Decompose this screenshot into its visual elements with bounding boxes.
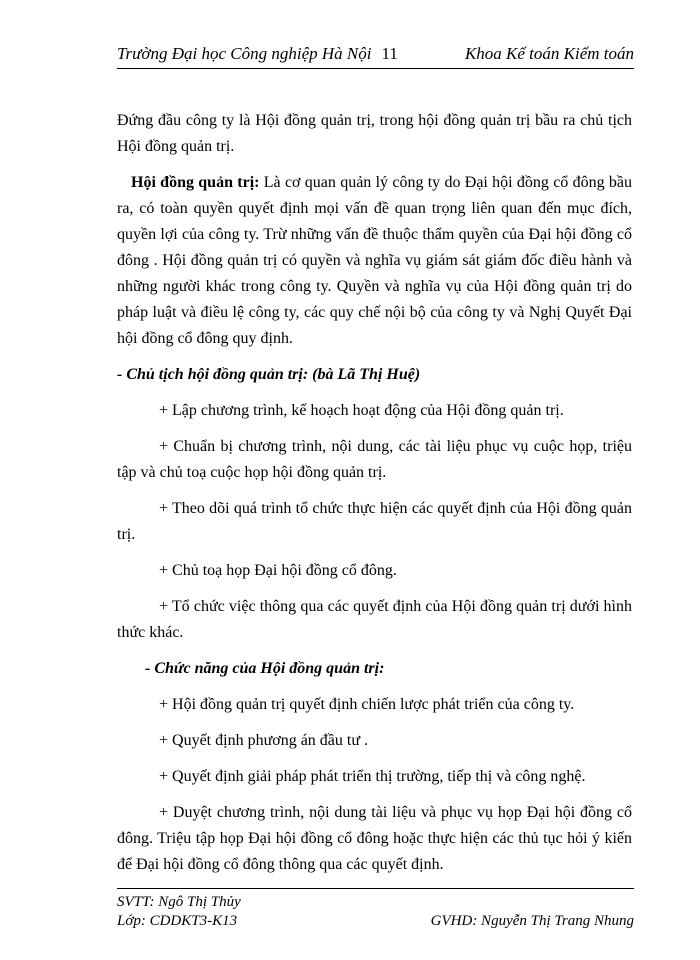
page-number: 11 — [381, 44, 398, 63]
footer-row-student — [117, 893, 634, 912]
board-text: Là cơ quan quản lý công ty do Đại hội đồng cổ đông bầu ra, có toàn quyền quyết định mọi vấn đề quan trọng liên quan đến mục đích, quyền lợi của công ty. Trừ những vấn đề thuộc thẩm quyền của Đại hội đồng cổ đông . Hội đồng quản trị có quyền và nghĩa vụ giám sát giám đốc điều hành và những người khác trong công ty. Quyền và nghĩa vụ của Hội đồng quản trị do pháp luật và điều lệ công ty, các quy chế nội bộ của công ty và Nghị Quyết Đại hội đồng cổ đông quy định. — [117, 174, 632, 347]
footer-advisor: GVHD: Nguyễn Thị Trang Nhung — [430, 913, 634, 929]
chairman-heading: - Chủ tịch hội đồng quản trị: (bà Lã Thị Huệ) — [117, 366, 421, 383]
footer-row-class — [117, 912, 634, 931]
page-footer — [117, 888, 634, 931]
document-body — [117, 108, 632, 888]
chairman-item: + Lập chương trình, kế hoạch hoạt động của Hội đồng quản trị. — [159, 402, 564, 419]
chairman-item: + Theo dõi quá trình tổ chức thực hiện các quyết định của Hội đồng quản trị. — [117, 500, 632, 543]
chairman-item: + Chủ toạ họp Đại hội đồng cổ đông. — [159, 562, 397, 579]
footer-class: Lớp: CDDKT3-K13 — [117, 913, 238, 929]
page-header — [117, 40, 634, 69]
header-faculty: Khoa Kế toán Kiểm toán — [464, 44, 634, 63]
footer-student: SVTT: Ngô Thị Thủy — [117, 894, 241, 910]
board-paragraph — [117, 170, 632, 352]
header-school: Trường Đại học Công nghiệp Hà Nội — [117, 44, 372, 63]
function-item: + Quyết định giải pháp phát triển thị trường, tiếp thị và công nghệ. — [159, 768, 586, 785]
function-item: + Duyệt chương trình, nội dung tài liệu và phục vụ họp Đại hội đồng cổ đông. Triệu tập họp Đại hội đồng cổ đông hoặc thực hiện các thủ tục hỏi ý kiến để Đại hội đồng cổ đông thông qua các quyết định. — [117, 804, 632, 873]
function-item: + Hội đồng quản trị quyết định chiến lược phát triển của công ty. — [159, 696, 575, 713]
board-label: Hội đồng quản trị: — [131, 174, 260, 191]
chairman-item: + Chuẩn bị chương trình, nội dung, các tài liệu phục vụ cuộc họp, triệu tập và chủ toạ cuộc họp hội đồng quản trị. — [117, 438, 632, 481]
chairman-item: + Tổ chức việc thông qua các quyết định của Hội đồng quản trị dưới hình thức khác. — [117, 598, 632, 641]
function-heading: - Chức năng của Hội đồng quản trị: — [145, 660, 385, 677]
header-left — [117, 40, 398, 68]
function-item: + Quyết định phương án đầu tư . — [159, 732, 369, 749]
intro-paragraph: Đứng đầu công ty là Hội đồng quản trị, trong hội đồng quản trị bầu ra chủ tịch Hội đồng quản trị. — [117, 112, 632, 155]
